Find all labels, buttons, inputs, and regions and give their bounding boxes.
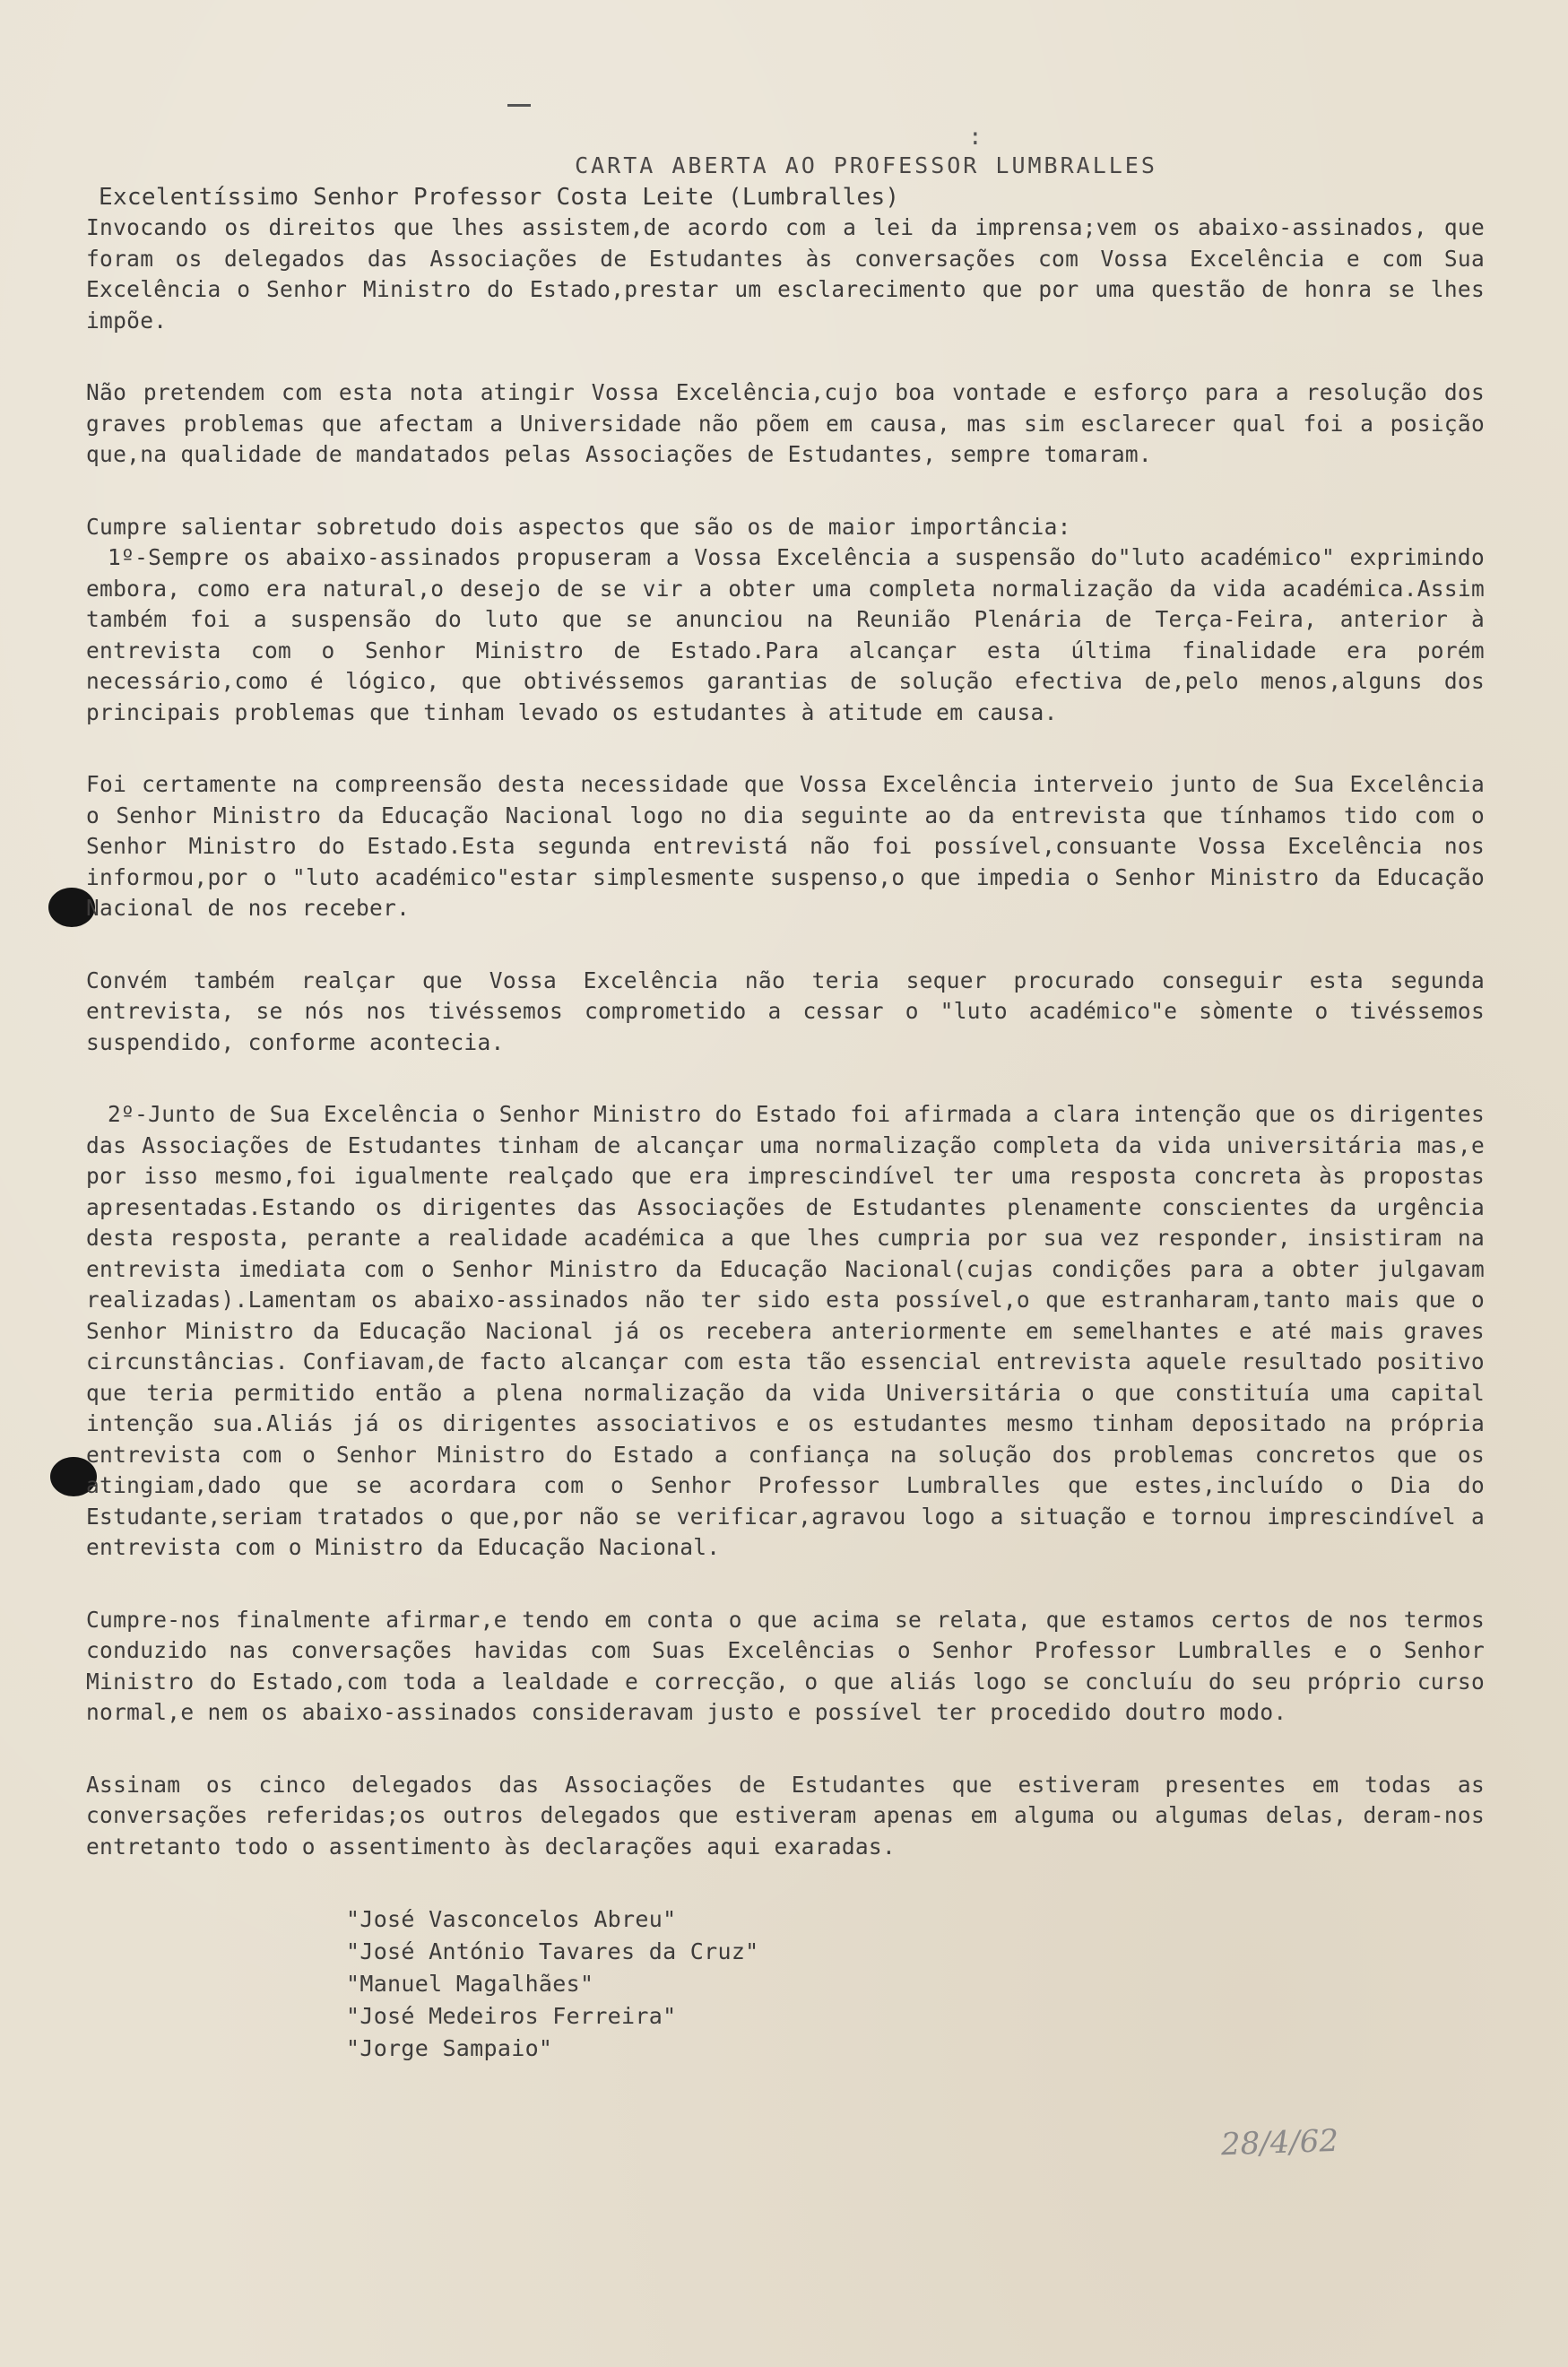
paragraph-point-two: 2º-Junto de Sua Excelência o Senhor Ministro do Estado foi afirmada a clara intenção que os dirigentes das Associações de Estudantes tinham de alcançar uma normalização completa da vida universitária mas,e por isso mesmo,foi igualmente realçado que era imprescindível ter uma resposta concreta às propostas apresentadas.Estando os dirigentes das Associações de Estudantes plenamente conscientes da urgência desta resposta, perante a realidade académica a que lhes cumpria por sua vez responder, insistiram na entrevista imediata com o Senhor Ministro da Educação Nacional(cujas condições para a obter julgavam realizadas).Lamentam os abaixo-assinados não ter sido esta possível,o que estranharam,tanto mais que o Senhor Ministro da Educação Nacional já os recebera anteriormente em semelhantes e até mais graves circunstâncias. Confiavam,de facto alcançar com esta tão essencial entrevista aquele resultado positivo que teria permitido então a plena normalização da vida Universitária o que constituía uma capital intenção sua.Aliás já os dirigentes associativos e os estudantes mesmo tinham depositado na própria entrevista com o Senhor Ministro do Estado a confiança na solução dos problemas concretos que os atingiam,dado que se acordara com o Senhor Professor Lumbralles que estes,incluído o Dia do Estudante,seriam tratados o que,por não se verificar,agravou logo a situação e tornou imprescindível a entrevista com o Ministro da Educação Nacional. (86, 1101, 1485, 1560)
signature-list (86, 1903, 1485, 2065)
paragraph-intro: Invocando os direitos que lhes assistem,de acordo com a lei da imprensa;vem os abaixo-assinados, que foram os delegados das Associações de Estudantes às conversações com Vossa Excelência e com Sua Excelência o Senhor Ministro do Estado,prestar um esclarecimento que por uma questão de honra se lhes impõe. (86, 214, 1485, 334)
signature-line: "Jorge Sampaio" (346, 2035, 553, 2061)
paragraph-conclusion: Cumpre-nos finalmente afirmar,e tendo em conta o que acima se relata, que estamos certos de nos termos conduzido nas conversações havidas com Suas Excelências o Senhor Professor Lumbralles e o Senhor Ministro do Estado,com toda a lealdade e correcção, o que aliás logo se concluíu do seu próprio curso normal,e nem os abaixo-assinados consideravam justo e possível ter procedido doutro modo. (86, 1606, 1485, 1725)
handwritten-date: 28/4/62 (1220, 2122, 1339, 2163)
paragraph-emphasis: Convém também realçar que Vossa Excelência não teria sequer procurado conseguir esta segunda entrevista, se nós nos tivéssemos comprometido a cessar o "luto académico"e sòmente o tivéssemos suspendido, conforme acontecia. (86, 967, 1485, 1055)
paragraph-signatories-note: Assinam os cinco delegados das Associações de Estudantes que estiveram presentes em todas as conversações referidas;os outros delegados que estiveram apenas em alguma ou algumas delas, deram-nos entretanto todo o assentimento às declarações aqui exaradas. (86, 1771, 1485, 1860)
signature-line: "Manuel Magalhães" (346, 1971, 594, 1997)
paragraph-purpose: Não pretendem com esta nota atingir Vossa Excelência,cujo boa vontade e esforço para a resolução dos graves problemas que afectam a Universidade não põem em causa, mas sim esclarecer qual foi a posição que,na qualidade de mandatados pelas Associações de Estudantes, sempre tomaram. (86, 379, 1485, 467)
paragraph-second-interview: Foi certamente na compreensão desta necessidade que Vossa Excelência interveio junto de Sua Excelência o Senhor Ministro da Educação Nacional logo no dia seguinte ao da entrevista que tínhamos tido com o Senhor Ministro do Estado.Esta segunda entrevistá não foi possível,consuante Vossa Excelência nos informou,por o "luto académico"estar simplesmente suspenso,o que impedia o Senhor Ministro da Educação Nacional de nos receber. (86, 771, 1485, 921)
top-dot-mark: : (968, 124, 983, 151)
signature-line: "José António Tavares da Cruz" (346, 1938, 759, 1964)
letter-body (86, 151, 1485, 2065)
signature-line: "José Vasconcelos Abreu" (346, 1906, 677, 1932)
paragraph-point-one: 1º-Sempre os abaixo-assinados propuseram a Vossa Excelência a suspensão do"luto académico" exprimindo embora, como era natural,o desejo de se vir a obter uma completa normalização da vida académica.Assim também foi a suspensão do luto que se anunciou na Reunião Plenária de Terça-Feira, anterior à entrevista com o Senhor Ministro de Estado.Para alcançar esta última finalidade era porém necessário,como é lógico, que obtivéssemos garantias de solução efectiva de,pelo menos,alguns dos principais problemas que tinham levado os estudantes à atitude em causa. (86, 544, 1485, 725)
paragraph-aspects-heading: Cumpre salientar sobretudo dois aspectos que são os de maior importância: (86, 513, 1071, 540)
letter-title: CARTA ABERTA AO PROFESSOR LUMBRALLES (575, 152, 1157, 178)
signature-line: "José Medeiros Ferreira" (346, 2003, 677, 2029)
top-dash-mark (507, 104, 531, 107)
salutation: Excelentíssimo Senhor Professor Costa Leite (Lumbralles) (99, 183, 900, 211)
